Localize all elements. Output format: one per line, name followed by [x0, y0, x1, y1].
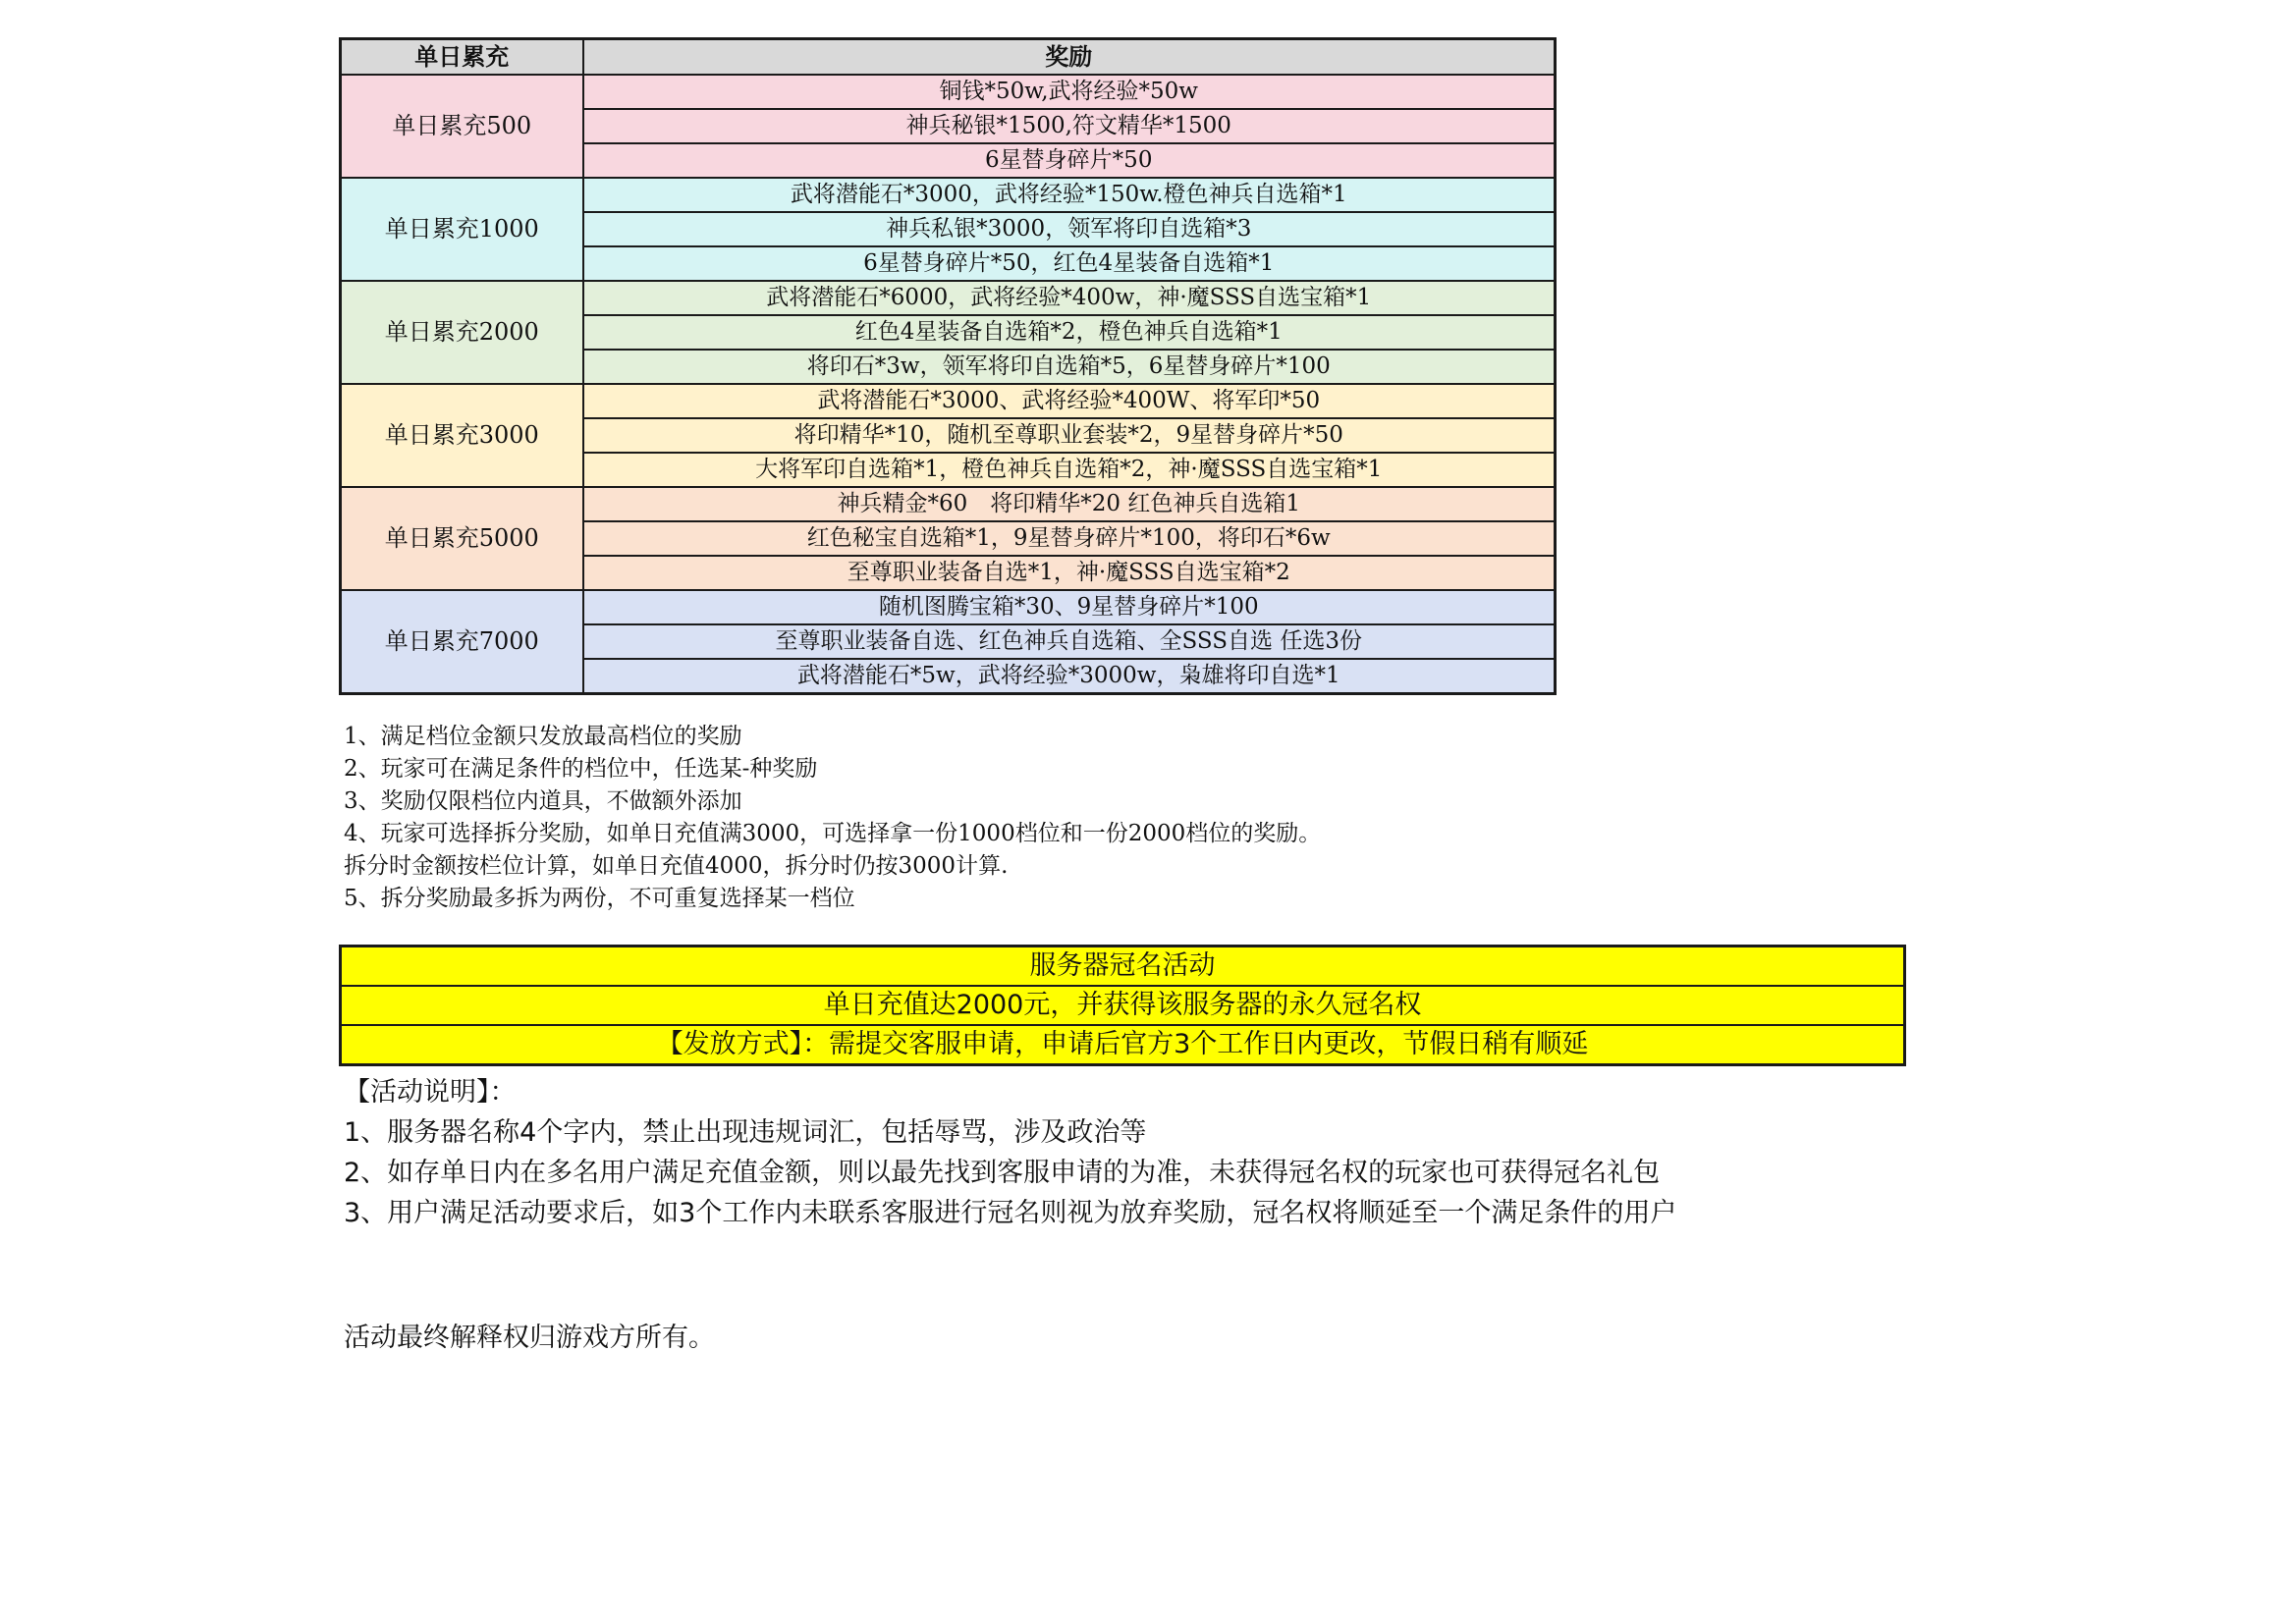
final-note: 活动最终解释权归游戏方所有。 [344, 1323, 715, 1353]
reward-notes [344, 721, 1321, 915]
reward-cell: 武将潜能石*6000，武将经验*400w，神·魔SSS自选宝箱*1 [583, 281, 1556, 315]
reward-cell: 6星替身碎片*50，红色4星装备自选箱*1 [583, 246, 1556, 281]
tier-name-cell: 单日累充1000 [341, 178, 583, 281]
note-line: 5、拆分奖励最多拆为两份，不可重复选择某一档位 [344, 886, 855, 911]
naming-note-line: 1、服务器名称4个字内，禁止出现违规词汇，包括辱骂，涉及政治等 [344, 1117, 1147, 1148]
table-row [341, 487, 1556, 521]
reward-cell: 至尊职业装备自选、红色神兵自选箱、全SSS自选 任选3份 [583, 624, 1556, 659]
reward-cell: 武将潜能石*3000、武将经验*400W、将军印*50 [583, 384, 1556, 418]
table-row [341, 384, 1556, 418]
table-row [341, 590, 1556, 624]
note-line: 3、奖励仅限档位内道具，不做额外添加 [344, 788, 742, 814]
reward-cell: 6星替身碎片*50 [583, 143, 1556, 178]
note-line: 拆分时金额按栏位计算，如单日充值4000，拆分时仍按3000计算. [344, 853, 1009, 879]
table-row [341, 178, 1556, 212]
reward-cell: 将印精华*10，随机至尊职业套装*2，9星替身碎片*50 [583, 418, 1556, 453]
reward-cell: 武将潜能石*3000，武将经验*150w.橙色神兵自选箱*1 [583, 178, 1556, 212]
reward-cell: 随机图腾宝箱*30、9星替身碎片*100 [583, 590, 1556, 624]
tier-name-cell: 单日累充3000 [341, 384, 583, 487]
reward-cell: 将印石*3w，领军将印自选箱*5，6星替身碎片*100 [583, 350, 1556, 384]
reward-cell: 神兵精金*60 将印精华*20 红色神兵自选箱1 [583, 487, 1556, 521]
reward-cell: 红色4星装备自选箱*2，橙色神兵自选箱*1 [583, 315, 1556, 350]
tier-name-cell: 单日累充7000 [341, 590, 583, 694]
reward-tier-table [339, 37, 1557, 695]
reward-cell: 铜钱*50w,武将经验*50w [583, 75, 1556, 109]
reward-cell: 神兵私银*3000，领军将印自选箱*3 [583, 212, 1556, 246]
naming-notes [344, 1072, 1676, 1233]
note-line: 4、玩家可选择拆分奖励，如单日充值满3000，可选择拿一份1000档位和一份2000档位的奖励。 [344, 821, 1322, 846]
table-header-row [341, 39, 1556, 76]
tier-body [341, 75, 1556, 694]
tier-name-cell: 单日累充5000 [341, 487, 583, 590]
naming-title: 服务器冠名活动 [341, 947, 1905, 987]
naming-note-line: 2、如存单日内在多名用户满足充值金额，则以最先找到客服申请的为准，未获得冠名权的玩家也可获得冠名礼包 [344, 1158, 1661, 1188]
note-line: 2、玩家可在满足条件的档位中，任选某-种奖励 [344, 756, 818, 782]
table-row [341, 281, 1556, 315]
header-tier: 单日累充 [341, 39, 583, 76]
reward-cell: 神兵秘银*1500,符文精华*1500 [583, 109, 1556, 143]
naming-condition: 单日充值达2000元，并获得该服务器的永久冠名权 [341, 986, 1905, 1025]
reward-cell: 至尊职业装备自选*1，神·魔SSS自选宝箱*2 [583, 556, 1556, 590]
reward-cell: 大将军印自选箱*1，橙色神兵自选箱*2，神·魔SSS自选宝箱*1 [583, 453, 1556, 487]
note-line: 1、满足档位金额只发放最高档位的奖励 [344, 724, 742, 749]
table-row [341, 75, 1556, 109]
reward-cell: 红色秘宝自选箱*1，9星替身碎片*100，将印石*6w [583, 521, 1556, 556]
tier-name-cell: 单日累充2000 [341, 281, 583, 384]
naming-notes-heading: 【活动说明】： [344, 1077, 517, 1108]
naming-method: 【发放方式】：需提交客服申请，申请后官方3个工作日内更改，节假日稍有顺延 [341, 1025, 1905, 1065]
naming-note-line: 3、用户满足活动要求后，如3个工作内未联系客服进行冠名则视为放弃奖励，冠名权将顺延至一个满足条件的用户 [344, 1198, 1677, 1228]
reward-cell: 武将潜能石*5w，武将经验*3000w，枭雄将印自选*1 [583, 659, 1556, 694]
naming-activity-table [339, 945, 1906, 1066]
tier-name-cell: 单日累充500 [341, 75, 583, 178]
header-reward: 奖励 [583, 39, 1556, 76]
